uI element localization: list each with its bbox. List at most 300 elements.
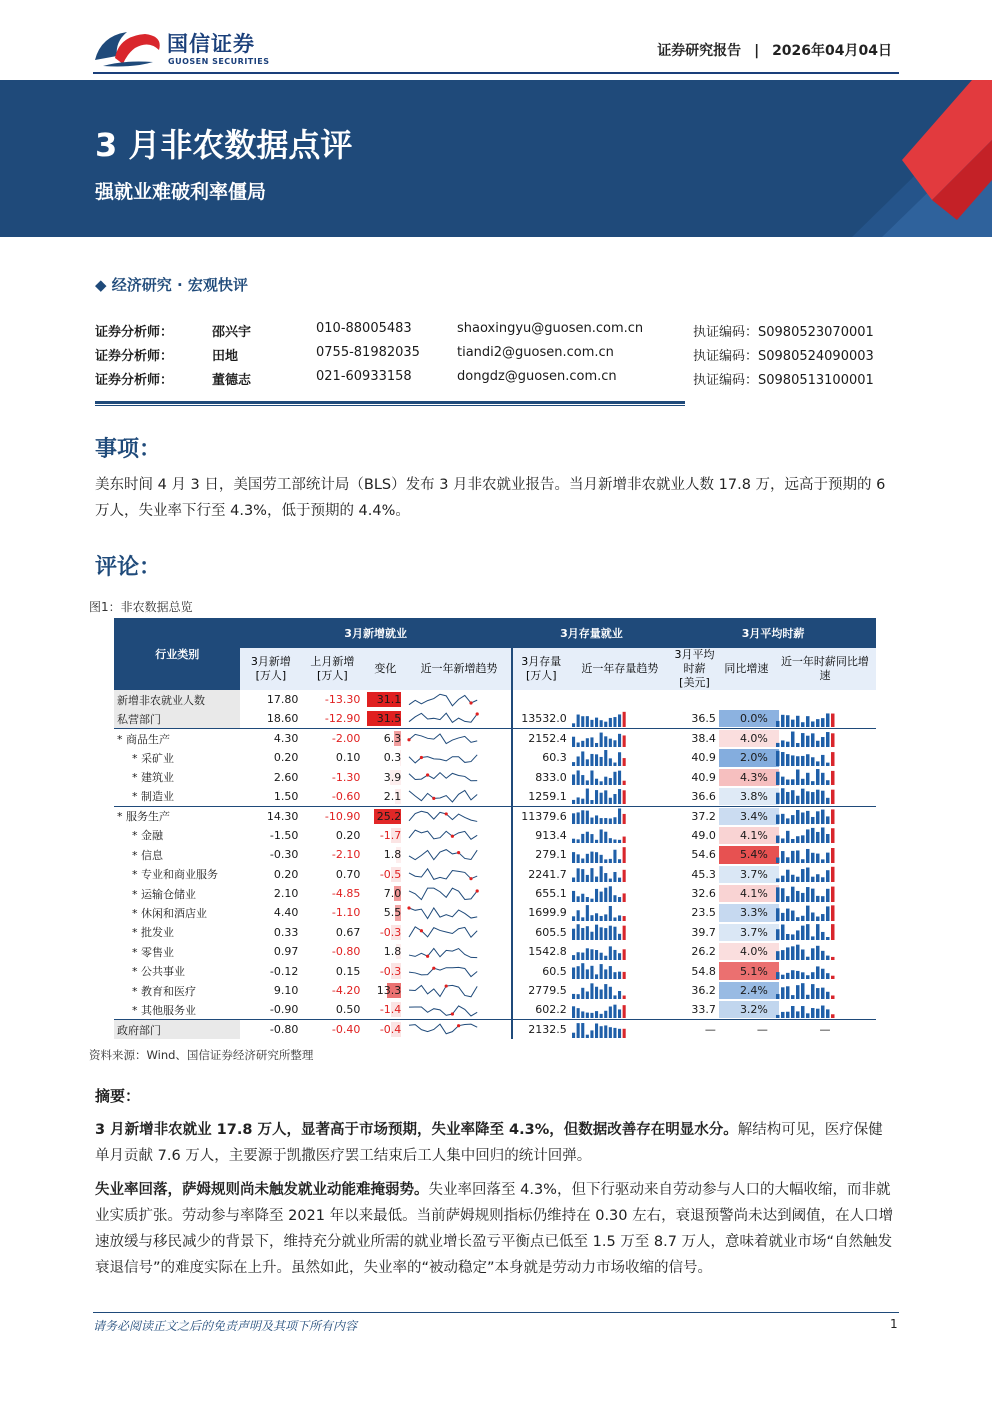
- trend-bar: [791, 875, 795, 882]
- wage-trend-cell: [774, 826, 876, 845]
- trend-bar: [618, 752, 621, 766]
- trend-bar: [826, 973, 830, 979]
- stock-trend-bars: [570, 982, 630, 1000]
- trend-bar: [796, 971, 800, 979]
- trend-bar: [599, 964, 602, 979]
- trend-bar: [618, 991, 621, 999]
- trend-bar: [786, 857, 790, 863]
- trend-bar: [618, 789, 621, 804]
- trend-bar: [801, 916, 805, 921]
- report-type: 证券研究报告: [657, 43, 742, 59]
- cell-wage: —: [670, 1020, 719, 1039]
- trend-bar: [776, 772, 780, 785]
- change-value: -0.4: [379, 1023, 402, 1037]
- stock-trend-cell: [570, 729, 670, 748]
- trend-bar: [806, 956, 810, 959]
- trend-bar: [599, 830, 602, 844]
- cell-previous: 0.15: [335, 964, 361, 978]
- sparkline-marker: [470, 701, 473, 704]
- trend-bar: [796, 891, 800, 902]
- yoy-value: 5.1%: [739, 964, 768, 978]
- cell-stock: 913.4: [512, 826, 570, 845]
- stock-trend-cell: [570, 942, 670, 961]
- summary-para-2-bold: 失业率回落，萨姆规则尚未触发就业动能难掩弱势。: [95, 1182, 429, 1198]
- cell-current: 14.30: [240, 806, 301, 825]
- wage-trend-bars: [774, 904, 840, 922]
- wage-trend-cell: [774, 748, 876, 767]
- cell-change: [363, 903, 407, 922]
- trend-bar: [826, 780, 830, 785]
- table-row: [114, 709, 876, 728]
- trend-bar: [801, 972, 805, 979]
- sparkline-marker: [451, 835, 454, 838]
- cell-current: 1.50: [273, 789, 299, 803]
- trend-bar: [811, 984, 815, 999]
- trend-bar: [576, 1008, 579, 1018]
- cell-change: [363, 845, 407, 864]
- trend-bar: [826, 1009, 830, 1018]
- trend-bar: [581, 952, 584, 959]
- trend-bar: [604, 956, 607, 960]
- trend-bar: [831, 713, 835, 726]
- trend-bar: [599, 891, 602, 901]
- cell-wage-yoy: [719, 1020, 774, 1039]
- trend-bar: [796, 796, 800, 804]
- trend-bar: [821, 859, 825, 863]
- analyst-email[interactable]: shaoxingyu@guosen.com.cn: [457, 321, 644, 336]
- trend-bar: [816, 895, 820, 901]
- trend-bar: [599, 818, 602, 824]
- trend-bar: [811, 972, 815, 979]
- trend-bar: [806, 830, 810, 844]
- trend-bar: [622, 949, 625, 960]
- trend-bar: [781, 752, 785, 766]
- trend-bar: [581, 799, 584, 804]
- trend-bar: [796, 1011, 800, 1018]
- row-name: * 信息: [132, 848, 163, 862]
- trend-bar: [586, 905, 589, 921]
- cell-previous: -0.80: [331, 945, 361, 959]
- cell-change: [363, 1020, 407, 1039]
- cell-change: [363, 1000, 407, 1019]
- yoy-value: 0.0%: [739, 712, 768, 726]
- col-header: 同比增速: [719, 648, 774, 690]
- trend-bar: [590, 966, 593, 979]
- sparkline-path: [409, 713, 477, 722]
- trend-bar: [599, 757, 602, 766]
- trend-bar: [801, 949, 805, 960]
- new-trend-sparkline: [407, 865, 481, 883]
- trend-bar: [791, 791, 795, 805]
- row-name: * 批发业: [132, 926, 174, 940]
- event-text: 美东时间 4 月 3 日，美国劳工部统计局（BLS）发布 3 月非农就业报告。当月新增非农就业人数 17.8 万，远高于预期的 6 万人，失业率下行至 4.3%，低于预期的 4.4%。: [95, 477, 886, 519]
- sparkline-marker: [408, 738, 411, 741]
- new-trend-cell: [407, 1000, 512, 1019]
- cell-wage: 26.2: [691, 945, 716, 959]
- wage-trend-cell: [774, 806, 876, 825]
- trend-bar: [613, 762, 616, 765]
- cell-current: 2.60: [273, 770, 299, 784]
- yoy-value: 4.0%: [739, 732, 768, 746]
- trend-bar: [586, 1034, 589, 1037]
- trend-bar: [796, 985, 800, 999]
- cell-current: -0.12: [269, 964, 299, 978]
- analyst-email[interactable]: dongdz@guosen.com.cn: [457, 369, 617, 384]
- wage-trend-bars: [774, 826, 840, 844]
- new-trend-sparkline: [407, 846, 481, 864]
- sparkline-marker: [457, 1024, 460, 1027]
- logo-cn: 国信证券: [167, 32, 255, 56]
- wage-trend-cell: [774, 690, 876, 709]
- cell-wage: 32.6: [691, 887, 716, 901]
- sparkline-marker: [426, 954, 429, 957]
- trend-bar: [586, 875, 589, 882]
- trend-bar: [572, 916, 575, 921]
- trend-bar: [821, 1005, 825, 1017]
- trend-bar: [581, 858, 584, 862]
- cell-previous: -2.10: [331, 848, 361, 862]
- trend-bar: [595, 925, 598, 940]
- cell-previous: 0.10: [335, 751, 361, 765]
- yoy-value: 3.7%: [739, 867, 768, 881]
- trend-bar: [781, 839, 785, 844]
- cell-wage-yoy: [719, 768, 774, 787]
- stock-trend-bars: [570, 923, 630, 941]
- trend-bar: [831, 752, 835, 766]
- trend-bar: [826, 762, 830, 765]
- trend-bar: [791, 911, 795, 921]
- trend-bar: [618, 734, 621, 747]
- trend-bar: [776, 930, 780, 941]
- analyst-email[interactable]: tiandi2@guosen.com.cn: [457, 345, 614, 360]
- stock-trend-cell: [570, 748, 670, 767]
- cell-wage: 54.6: [691, 848, 716, 862]
- analyst-cert: 执证编码：S0980523070001: [693, 325, 874, 340]
- trend-bar: [609, 738, 612, 746]
- trend-bar: [821, 810, 825, 824]
- analyst-role: 证券分析师：: [95, 373, 174, 388]
- trend-bar: [572, 968, 575, 979]
- yoy-value: 3.4%: [739, 809, 768, 823]
- trend-bar: [604, 984, 607, 999]
- trend-bar: [622, 972, 625, 979]
- trend-bar: [622, 758, 625, 766]
- trend-bar: [816, 967, 820, 980]
- yoy-value: 2.0%: [739, 751, 768, 765]
- trend-bar: [613, 895, 616, 902]
- cell-current: 4.30: [240, 729, 301, 748]
- trend-bar: [781, 876, 785, 882]
- wage-trend-bars: [774, 807, 840, 825]
- trend-bar: [599, 793, 602, 804]
- trend-bar: [572, 878, 575, 882]
- wage-trend-cell: [774, 981, 876, 1000]
- trend-bar: [590, 1030, 593, 1038]
- trend-bar: [796, 837, 800, 844]
- trend-bar: [622, 893, 625, 902]
- wage-trend-bars: [774, 923, 840, 941]
- change-value: 13.3: [376, 984, 402, 998]
- trend-bar: [576, 813, 579, 825]
- trend-bar: [801, 733, 805, 747]
- trend-bar: [806, 735, 810, 746]
- trend-bar: [595, 717, 598, 726]
- trend-bar: [595, 986, 598, 998]
- cell-previous: -4.20: [331, 984, 361, 998]
- yoy-value: 3.8%: [739, 789, 768, 803]
- trend-bar: [604, 736, 607, 747]
- new-trend-cell: [407, 845, 512, 864]
- trend-bar: [791, 731, 795, 746]
- trend-bar: [816, 761, 820, 766]
- trend-bar: [604, 970, 607, 980]
- sparkline-path: [409, 985, 477, 996]
- table-row: [114, 884, 876, 903]
- cell-wage-yoy: [719, 865, 774, 884]
- trend-bar: [826, 955, 830, 959]
- stock-trend-bars: [570, 962, 630, 980]
- trend-bar: [816, 853, 820, 862]
- trend-bar: [816, 874, 820, 882]
- trend-bar: [576, 771, 579, 786]
- trend-bar: [622, 870, 625, 882]
- sparkline-marker: [408, 906, 411, 909]
- trend-bar: [786, 831, 790, 843]
- trend-bar: [816, 719, 820, 727]
- new-trend-cell: [407, 787, 512, 806]
- trend-bar: [811, 853, 815, 863]
- trend-bar: [590, 800, 593, 804]
- table-row: [114, 903, 876, 922]
- trend-bar: [604, 887, 607, 901]
- trend-bar: [604, 928, 607, 940]
- analyst-name: 邵兴宇: [212, 325, 252, 340]
- cell-previous: -0.60: [331, 789, 361, 803]
- trend-bar: [613, 1004, 616, 1017]
- stock-trend-bars: [570, 807, 630, 825]
- footer-disclaimer: 请务必阅读正文之后的免责声明及其项下所有内容: [93, 1319, 358, 1333]
- trend-bar: [806, 773, 810, 785]
- trend-bar: [586, 991, 589, 999]
- cell-stock: 833.0: [512, 768, 570, 787]
- trend-bar: [786, 754, 790, 766]
- trend-bar: [609, 839, 612, 844]
- cell-change: [363, 865, 407, 884]
- trend-bar: [816, 1008, 820, 1017]
- trend-bar: [581, 987, 584, 998]
- trend-bar: [604, 777, 607, 785]
- cell-wage-yoy: [719, 884, 774, 903]
- logo-en: GUOSEN SECURITIES: [168, 57, 270, 66]
- sparkline-path: [409, 755, 477, 763]
- guosen-logo: [93, 26, 293, 70]
- col-header: 近一年存量趋势: [570, 648, 670, 690]
- trend-bar: [581, 811, 584, 825]
- trend-bar: [609, 966, 612, 979]
- trend-bar: [786, 986, 790, 999]
- new-trend-sparkline: [407, 943, 481, 961]
- trend-bar: [791, 935, 795, 941]
- table-row: [114, 690, 876, 709]
- comment-heading: 评论：: [95, 555, 162, 580]
- trend-bar: [590, 898, 593, 901]
- trend-bar: [618, 771, 621, 785]
- trend-bar: [811, 757, 815, 766]
- row-name: * 服务生产: [114, 806, 240, 825]
- trend-bar: [590, 983, 593, 999]
- trend-bar: [622, 847, 625, 863]
- trend-bar: [816, 790, 820, 804]
- change-value: 25.2: [376, 809, 402, 823]
- cell-wage: 54.8: [691, 964, 716, 978]
- trend-bar: [604, 1025, 607, 1038]
- trend-bar: [811, 733, 815, 747]
- trend-bar: [776, 951, 780, 960]
- wage-trend-cell: [774, 903, 876, 922]
- stock-trend-cell: [570, 768, 670, 787]
- trend-bar: [806, 925, 810, 941]
- new-trend-sparkline: [407, 787, 481, 805]
- trend-bar: [595, 1023, 598, 1038]
- trend-bar: [806, 792, 810, 805]
- trend-bar: [581, 893, 584, 901]
- wage-trend-bars: [774, 885, 840, 903]
- banner-decor-icon: [732, 80, 992, 237]
- trend-bar: [781, 777, 785, 785]
- trend-bar: [609, 819, 612, 825]
- trend-bar: [586, 970, 589, 980]
- cell-wage-yoy: [719, 942, 774, 961]
- trend-bar: [609, 926, 612, 940]
- yoy-value: 2.4%: [739, 984, 768, 998]
- trend-bar: [796, 756, 800, 766]
- trend-bar: [826, 732, 830, 747]
- change-value: -0.3: [379, 964, 402, 978]
- trend-bar: [821, 828, 825, 844]
- wage-trend-cell: [774, 1000, 876, 1019]
- trend-bar: [590, 720, 593, 727]
- trend-bar: [831, 867, 835, 882]
- cell-change: [363, 884, 407, 903]
- trend-bar: [604, 832, 607, 843]
- figure-caption: 图1：非农数据总览: [89, 600, 193, 614]
- event-heading: 事项：: [95, 437, 162, 462]
- cell-wage: 36.6: [691, 789, 716, 803]
- trend-bar: [796, 850, 800, 863]
- trend-bar: [595, 877, 598, 882]
- trend-bar: [776, 908, 780, 921]
- row-name: * 公共事业: [132, 965, 185, 979]
- trend-bar: [581, 963, 584, 979]
- trend-bar: [613, 1027, 616, 1037]
- change-value: 31.1: [376, 693, 402, 707]
- cell-stock: 1699.9: [512, 903, 570, 922]
- new-trend-cell: [407, 865, 512, 884]
- new-trend-sparkline: [407, 691, 481, 709]
- col-header: 3月新增 [万人]: [240, 648, 301, 690]
- change-value: 7.0: [383, 887, 402, 901]
- trend-bar: [796, 944, 800, 959]
- nonfarm-table: [114, 618, 876, 1039]
- trend-bar: [821, 877, 825, 882]
- trend-bar: [786, 870, 790, 882]
- cell-current: -0.90: [269, 1003, 299, 1017]
- trend-bar: [811, 781, 815, 785]
- trend-bar: [781, 913, 785, 921]
- sparkline-path: [409, 908, 477, 919]
- trend-bar: [781, 975, 785, 979]
- trend-bar: [816, 925, 820, 941]
- trend-bar: [821, 718, 825, 727]
- trend-bar: [821, 737, 825, 747]
- trend-bar: [581, 775, 584, 785]
- trend-bar: [781, 814, 785, 824]
- trend-bar: [572, 993, 575, 998]
- trend-bar: [609, 718, 612, 727]
- sparkline-path: [409, 791, 477, 803]
- trend-bar: [801, 722, 805, 727]
- new-trend-cell: [407, 690, 512, 709]
- trend-bar: [806, 868, 810, 882]
- new-trend-cell: [407, 729, 512, 748]
- trend-bar: [776, 857, 780, 862]
- cell-previous: -1.30: [331, 770, 361, 784]
- sparkline-marker: [432, 797, 435, 800]
- analyst-list: [95, 321, 895, 393]
- new-trend-cell: [407, 768, 512, 787]
- cell-current: 9.10: [273, 984, 299, 998]
- wage-trend-cell: [774, 923, 876, 942]
- analyst-row: [95, 321, 895, 345]
- trend-bar: [796, 743, 800, 747]
- cell-change: [363, 729, 407, 748]
- trend-bar: [622, 814, 625, 824]
- trend-bar: [622, 735, 625, 747]
- trend-bar: [595, 975, 598, 980]
- col-header: 3月平均时薪 [美元]: [670, 648, 719, 690]
- trend-bar: [595, 889, 598, 902]
- cell-change: [363, 961, 407, 980]
- summary-para-1-text: 解结构可见，医疗保健单月贡献 7.6 万人，主要源于凯撒医疗罢工结束后工人集中回归的统计回弹。: [95, 1122, 883, 1164]
- trend-bar: [816, 988, 820, 999]
- trend-bar: [595, 754, 598, 766]
- trend-bar: [791, 851, 795, 863]
- sparkline-path: [409, 1006, 477, 1016]
- trend-bar: [806, 849, 810, 863]
- trend-bar: [622, 712, 625, 727]
- trend-bar: [618, 934, 621, 940]
- trend-bar: [586, 716, 589, 727]
- trend-bar: [786, 819, 790, 825]
- change-value: 6.3: [383, 732, 402, 746]
- table-row: [114, 1020, 876, 1039]
- yoy-value: 4.0%: [739, 945, 768, 959]
- trend-bar: [831, 886, 835, 901]
- new-trend-sparkline: [407, 749, 481, 767]
- cell-stock: 13532.0: [512, 709, 570, 728]
- row-name: * 运输仓储业: [132, 887, 196, 901]
- trend-bar: [821, 773, 825, 785]
- summary-para-2-text: 失业率回落至 4.3%，但下行驱动来自劳动参与人口的大幅收缩，而非就业实质扩张。劳动参与率降至 2021 年以来最低。当前萨姆规则指标仍维持在 0.30 左右，衰退预警尚未达到阈值，在人口增速放缓与移民减少的背景下，维持充分就业所需的就业增长盈亏平衡点已低至 1.5 万至 8.7 万人，意味着就业市场“自然触发衰退信号”的难度实际在上升。虽然如此，失业率的“被动稳定”本身就是劳动力市场收缩的信号。: [95, 1182, 894, 1276]
- analyst-cert: 执证编码：S0980524090003: [693, 349, 874, 364]
- stock-trend-cell: [570, 884, 670, 903]
- trend-bar: [604, 721, 607, 726]
- trend-bar: [572, 723, 575, 727]
- trend-bar: [811, 1008, 815, 1018]
- trend-bar: [831, 848, 835, 863]
- row-name: * 制造业: [132, 790, 174, 804]
- new-trend-cell: [407, 1020, 512, 1039]
